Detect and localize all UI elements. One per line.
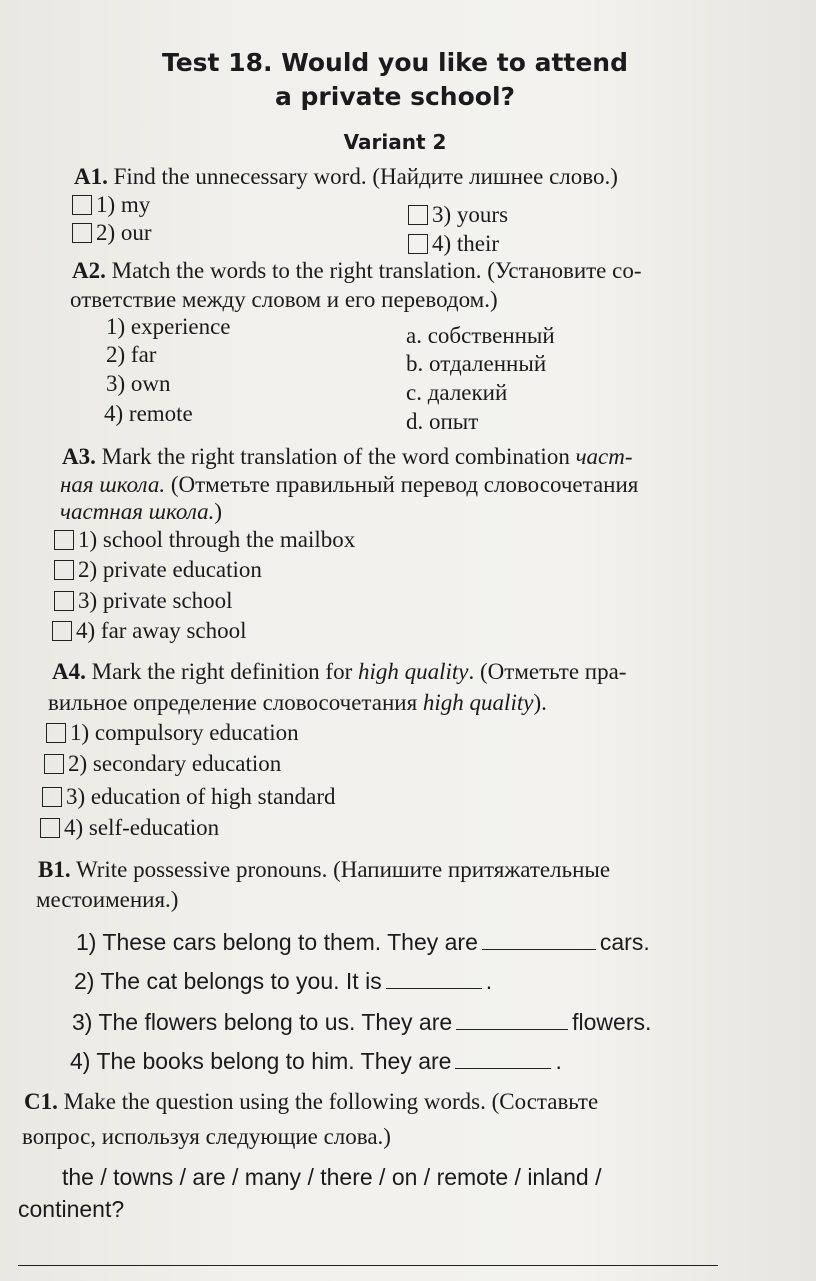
checkbox[interactable]: [54, 591, 74, 611]
sentence-text: 3) The flowers belong to us. They are: [72, 1009, 453, 1035]
answer-blank[interactable]: [456, 1029, 568, 1030]
checkbox[interactable]: [408, 205, 428, 225]
task-c1-prompt-line1: [24, 1089, 598, 1115]
answer-blank[interactable]: [455, 1068, 551, 1069]
a1-option-2[interactable]: [72, 220, 152, 246]
task-a3-prompt-line1: [62, 444, 633, 470]
checkbox[interactable]: [54, 530, 74, 550]
a2-word-3: 3) own: [106, 371, 171, 396]
answer-blank[interactable]: [482, 949, 596, 950]
checkbox[interactable]: [72, 195, 92, 215]
option-label: 1) my: [96, 192, 151, 217]
option-label: 3) yours: [432, 202, 509, 227]
a4-option-2[interactable]: [44, 751, 281, 777]
a4-option-3[interactable]: [42, 784, 336, 810]
option-label: 1) compulsory education: [70, 720, 299, 745]
task-a1-text: Find the unnecessary word. (Найдите лишнее слово.): [113, 164, 618, 189]
task-a3-italic: ная школа.: [60, 472, 166, 497]
task-a4-prompt-line1: [52, 659, 626, 685]
sentence-text: flowers.: [572, 1009, 652, 1035]
task-a3-text: Mark the right translation of the word combination: [101, 444, 576, 469]
a2-translation-b: b. отдаленный: [406, 351, 547, 376]
sentence-text: 2) The cat belongs to you. It is: [74, 968, 382, 994]
option-label: 1) school through the mailbox: [78, 527, 356, 552]
option-label: 2) secondary education: [68, 751, 282, 776]
task-b1-label: B1.: [38, 857, 71, 882]
c1-answer-line[interactable]: [18, 1265, 718, 1266]
a3-option-4[interactable]: [52, 618, 247, 644]
task-a3-italic: част-: [575, 444, 633, 469]
checkbox[interactable]: [40, 818, 60, 838]
task-a2-text: Match the words to the right translation. (Установите со-: [111, 258, 642, 283]
a2-translation-d: d. опыт: [406, 409, 479, 434]
task-a4-text: . (Отметьте пра-: [468, 659, 627, 684]
a2-word-2: 2) far: [106, 342, 157, 367]
a1-option-1[interactable]: [72, 192, 150, 218]
a4-option-1[interactable]: [46, 720, 299, 746]
checkbox[interactable]: [44, 754, 64, 774]
a1-option-4[interactable]: [408, 231, 499, 257]
sentence-text: cars.: [599, 929, 650, 955]
task-b1-prompt-line2: местоимения.): [36, 887, 179, 912]
task-a2-label: A2.: [72, 258, 106, 283]
checkbox[interactable]: [42, 787, 62, 807]
b1-sentence-4: [70, 1048, 562, 1075]
task-c1-prompt-line2: вопрос, используя следующие слова.): [22, 1124, 391, 1149]
task-a4-italic: high quality: [422, 690, 534, 715]
task-a1-label: A1.: [74, 164, 108, 189]
a3-option-2[interactable]: [54, 557, 262, 583]
option-label: 4) far away school: [76, 618, 247, 643]
task-a4-text: вильное определение словосочетания: [48, 690, 423, 715]
task-a3-text: ): [214, 499, 223, 524]
a2-word-1: 1) experience: [106, 314, 231, 339]
task-a2-prompt-line2: ответствие между словом и его переводом.): [70, 287, 498, 312]
checkbox[interactable]: [54, 560, 74, 580]
answer-blank[interactable]: [386, 988, 482, 989]
variant-label: Variant 2: [343, 130, 447, 154]
sentence-text: 4) The books belong to him. They are: [70, 1048, 452, 1074]
option-label: 2) our: [96, 220, 152, 245]
page-title-line1: Test 18. Would you like to attend: [161, 48, 628, 77]
b1-sentence-3: [72, 1009, 651, 1036]
task-a3-label: A3.: [62, 444, 96, 469]
option-label: 4) self-education: [64, 815, 220, 840]
option-label: 3) education of high standard: [66, 784, 336, 809]
task-a4-label: A4.: [52, 659, 86, 684]
a2-translation-a: a. собственный: [406, 323, 555, 348]
task-a4-prompt-line2: [48, 690, 547, 716]
task-a3-italic: частная школа.: [60, 499, 215, 524]
task-a1-prompt: [74, 164, 618, 190]
task-c1-text: Make the question using the following words. (Составьте: [63, 1089, 599, 1114]
sentence-text: 1) These cars belong to them. They are: [76, 929, 478, 955]
c1-words-line1: the / towns / are / many / there / on / remote / inland /: [62, 1164, 602, 1190]
option-label: 3) private school: [78, 588, 233, 613]
b1-sentence-1: [76, 929, 650, 956]
page-title-line2: a private school?: [274, 82, 516, 111]
task-a4-text: Mark the right definition for: [91, 659, 358, 684]
task-a2-prompt-line1: [72, 258, 642, 284]
option-label: 2) private education: [78, 557, 262, 582]
checkbox[interactable]: [46, 723, 66, 743]
task-c1-label: C1.: [24, 1089, 58, 1114]
checkbox[interactable]: [52, 621, 72, 641]
task-a3-prompt-line3: [60, 499, 222, 525]
option-label: 4) their: [432, 231, 500, 256]
task-a3-prompt-line2: [60, 472, 638, 498]
c1-words-line2: continent?: [18, 1196, 125, 1222]
checkbox[interactable]: [408, 234, 428, 254]
b1-sentence-2: [74, 968, 492, 995]
a2-word-4: 4) remote: [104, 401, 193, 426]
a1-option-3[interactable]: [408, 202, 508, 228]
a3-option-1[interactable]: [54, 527, 355, 553]
task-a4-italic: high quality: [357, 659, 469, 684]
task-b1-text: Write possessive pronouns. (Напишите притяжательные: [75, 857, 611, 882]
task-a3-text: (Отметьте правильный перевод словосочетания: [165, 472, 639, 497]
checkbox[interactable]: [72, 223, 92, 243]
task-a4-text: ).: [533, 690, 547, 715]
sentence-text: .: [555, 1048, 562, 1074]
task-b1-prompt-line1: [38, 857, 610, 883]
a3-option-3[interactable]: [54, 588, 233, 614]
a4-option-4[interactable]: [40, 815, 219, 841]
sentence-text: .: [485, 968, 493, 994]
a2-translation-c: c. далекий: [406, 380, 508, 405]
